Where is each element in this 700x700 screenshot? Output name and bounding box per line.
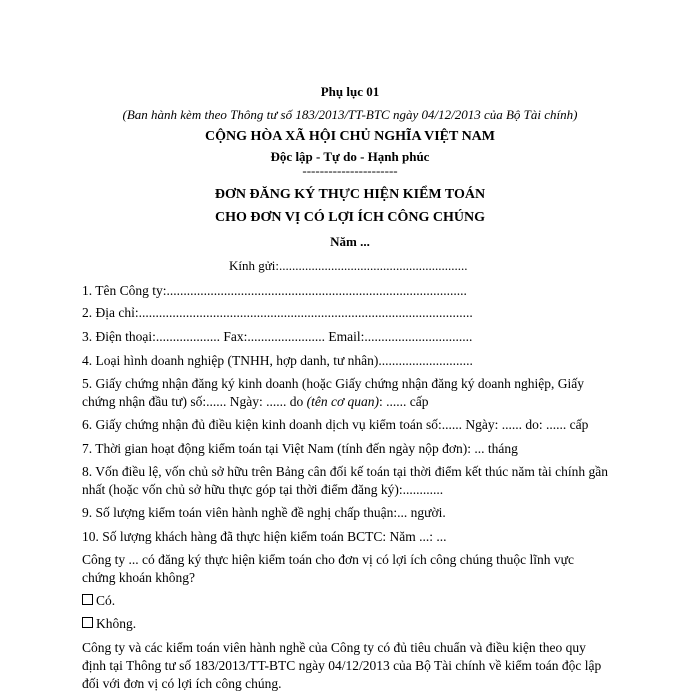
commitment-line3: đối với đơn vị có lợi ích công chúng. — [82, 676, 282, 691]
item-company-name: 1. Tên Công ty:......................................................................................... — [82, 283, 467, 298]
item-audit-eligibility: 6. Giấy chứng nhận đủ điều kiện kinh doanh dịch vụ kiểm toán số:...... Ngày: ...... do: ...... cấp — [82, 417, 589, 432]
form-title-line1: ĐƠN ĐĂNG KÝ THỰC HIỆN KIỂM TOÁN — [214, 187, 486, 202]
country-name: CỘNG HÒA XÃ HỘI CHỦ NGHĨA VIỆT NAM — [204, 129, 495, 144]
license-text-agency: (tên cơ quan) — [306, 394, 380, 409]
item-client-count: 10. Số lượng khách hàng đã thực hiện kiểm toán BCTC: Năm ...: ... — [82, 529, 447, 544]
commitment-line1: Công ty và các kiểm toán viên hành nghề của Công ty có đủ tiêu chuẩn và điều kiện theo quy — [82, 640, 586, 655]
option-yes[interactable] — [82, 592, 622, 610]
form-year: Năm ... — [330, 234, 370, 249]
form-title-line2: CHO ĐƠN VỊ CÓ LỢI ÍCH CÔNG CHÚNG — [214, 210, 486, 225]
item-capital-line2: nhất (hoặc vốn chủ sở hữu thực góp tại thời điểm đăng ký):............ — [82, 482, 444, 497]
question-line1: Công ty ... có đăng ký thực hiện kiểm toán cho đơn vị có lợi ích công chúng thuộc lĩnh vực — [82, 552, 574, 567]
question-line2: chứng khoán không? — [82, 570, 196, 585]
separator: ---------------------- — [302, 163, 398, 178]
item-contact: 3. Điện thoại:................... Fax:....................... Email:................................ — [82, 329, 473, 344]
item-business-license-line1: 5. Giấy chứng nhận đăng ký kinh doanh (hoặc Giấy chứng nhận đăng ký doanh nghiệp, Giấy — [82, 376, 585, 391]
appendix-title: Phụ lục 01 — [320, 84, 380, 99]
motto: Độc lập - Tự do - Hạnh phúc — [270, 149, 430, 164]
item-capital-line1: 8. Vốn điều lệ, vốn chủ sở hữu trên Bảng cân đối kế toán tại thời điểm kết thúc năm tài chính gần — [82, 464, 608, 479]
checkbox-no[interactable] — [82, 617, 93, 628]
commitment-line2: định tại Thông tư số 183/2013/TT-BTC ngày 04/12/2013 của Bộ Tài chính về kiểm toán độc lập — [82, 658, 602, 673]
item-business-license-line2 — [82, 393, 622, 411]
item-business-type: 4. Loại hình doanh nghiệp (TNHH, hợp danh, tư nhân)............................ — [82, 353, 473, 368]
item-address: 2. Địa chỉ:................................................................................................... — [82, 305, 473, 320]
checkbox-yes[interactable] — [82, 594, 93, 605]
option-no-label: Không. — [96, 616, 137, 631]
option-no[interactable] — [82, 615, 622, 633]
license-text-a: chứng nhận đầu tư) số:...... Ngày: ...... do — [82, 394, 307, 409]
issuance-note: (Ban hành kèm theo Thông tư số 183/2013/TT-BTC ngày 04/12/2013 của Bộ Tài chính) — [122, 107, 578, 122]
license-text-b: : ...... cấp — [379, 394, 429, 409]
option-yes-label: Có. — [96, 593, 116, 608]
item-auditor-count: 9. Số lượng kiểm toán viên hành nghề đề nghị chấp thuận:... người. — [82, 505, 446, 520]
item-operating-time: 7. Thời gian hoạt động kiểm toán tại Việt Nam (tính đến ngày nộp đơn): ... tháng — [82, 441, 518, 456]
recipient-line: Kính gửi:.......................................................... — [229, 258, 468, 273]
